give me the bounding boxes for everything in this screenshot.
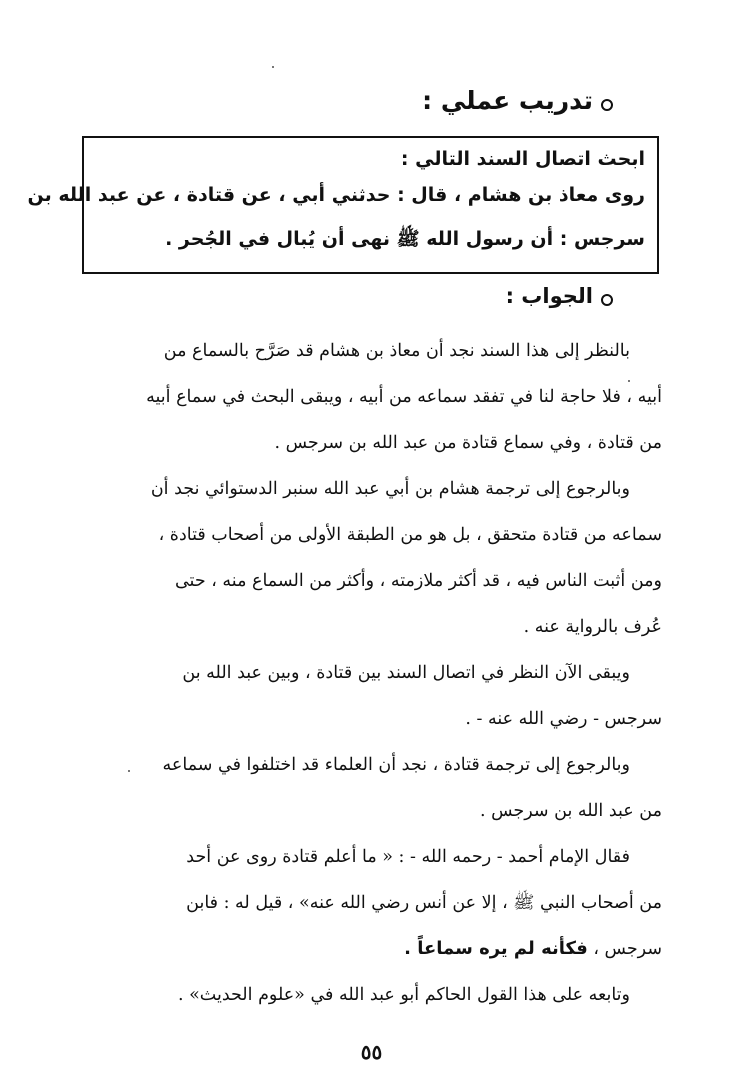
circle-bullet-icon bbox=[601, 99, 613, 111]
paragraph-line: ويبقى الآن النظر في اتصال السند بين قتادة ، وبين عبد الله بن bbox=[182, 663, 630, 683]
paragraph-line: وتابعه على هذا القول الحاكم أبو عبد الله في «علوم الحديث» . bbox=[177, 985, 630, 1005]
paragraph-line: من قتادة ، وفي سماع قتادة من عبد الله بن سرجس . bbox=[274, 433, 662, 453]
paragraph-line: سماعه من قتادة متحقق ، بل هو من الطبقة الأولى من أصحاب قتادة ، bbox=[158, 525, 662, 545]
paragraph-line: ومن أثبت الناس فيه ، قد أكثر ملازمته ، وأكثر من السماع منه ، حتى bbox=[174, 571, 662, 591]
answer-body bbox=[82, 328, 662, 1018]
paragraph-line: من عبد الله بن سرجس . bbox=[480, 801, 662, 821]
scan-speck bbox=[272, 66, 274, 68]
paragraph-line: أبيه ، فلا حاجة لنا في تفقد سماعه من أبيه ، ويبقى البحث في سماع أبيه bbox=[146, 387, 662, 407]
answer-heading-text: الجواب : bbox=[505, 284, 593, 308]
exercise-line: ابحث اتصال السند التالي : bbox=[400, 148, 645, 170]
paragraph-line: وبالرجوع إلى ترجمة قتادة ، نجد أن العلماء قد اختلفوا في سماعه bbox=[162, 755, 630, 775]
paragraph-line: سرجس - رضي الله عنه - . bbox=[465, 709, 662, 729]
exercise-heading-text: تدريب عملي : bbox=[422, 86, 593, 115]
paragraph-line bbox=[82, 926, 662, 972]
paragraph-line: بالنظر إلى هذا السند نجد أن معاذ بن هشام قد صَرَّح بالسماع من bbox=[163, 341, 630, 361]
circle-bullet-icon bbox=[601, 294, 613, 306]
paragraph-line: من أصحاب النبي ﷺ ، إلا عن أنس رضي الله عنه» ، قيل له : فابن bbox=[186, 893, 662, 913]
paragraph-line: فقال الإمام أحمد - رحمه الله - : « ما أعلم قتادة روى عن أحد bbox=[186, 847, 630, 867]
paragraph-line: عُرف بالرواية عنه . bbox=[523, 617, 662, 637]
plain-text: سرجس ، bbox=[587, 939, 662, 959]
page-number: ٥٥ bbox=[360, 1040, 383, 1064]
paragraph-line: وبالرجوع إلى ترجمة هشام بن أبي عبد الله سنبر الدستوائي نجد أن bbox=[150, 479, 630, 499]
exercise-box bbox=[27, 136, 659, 274]
exercise-line: سرجس : أن رسول الله ﷺ نهى أن يُبال في الجُحر . bbox=[165, 228, 645, 250]
exercise-heading bbox=[422, 86, 613, 115]
answer-heading bbox=[506, 284, 613, 308]
exercise-line: روى معاذ بن هشام ، قال : حدثني أبي ، عن قتادة ، عن عبد الله بن bbox=[27, 184, 645, 206]
bold-conclusion: فكأنه لم يره سماعاً . bbox=[404, 938, 588, 959]
